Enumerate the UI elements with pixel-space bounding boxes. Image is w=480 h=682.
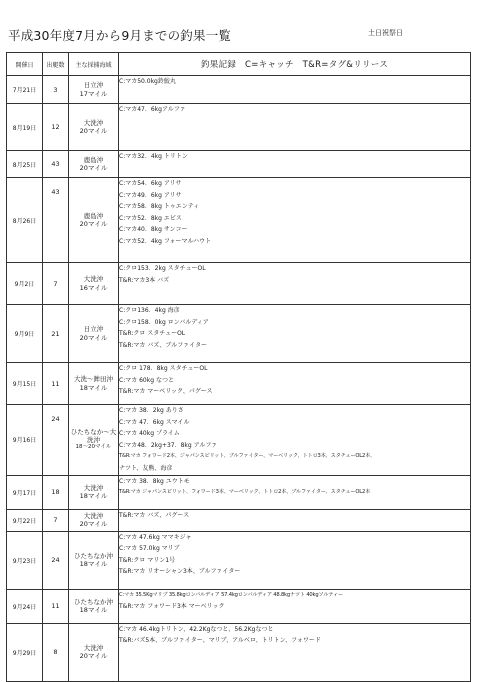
row-area-line: 18マイル: [79, 383, 108, 392]
catch-line: C:マカ 40kg プライム: [119, 430, 180, 438]
header-detail: 釣果記録 C=キャッチ T&R=タグ&リリース: [119, 53, 471, 76]
catch-line: C:マカ 47．6kg スマイル: [119, 418, 190, 426]
row-date: 9月22日: [7, 509, 43, 531]
row-catch-detail: [119, 104, 471, 151]
row-area-line: 16マイル: [79, 283, 108, 292]
table-row: [7, 151, 471, 178]
row-boat-count: 7: [43, 509, 69, 531]
header-date: 開催日: [7, 53, 43, 76]
row-area-line: 大洗沖: [83, 643, 104, 652]
row-boat-count: 43: [43, 151, 69, 178]
row-date: 9月24日: [7, 589, 43, 623]
row-area: [69, 531, 119, 589]
row-catch-detail: [119, 76, 471, 104]
row-area: [69, 305, 119, 363]
row-date: 9月16日: [7, 405, 43, 476]
row-date: 9月2日: [7, 263, 43, 305]
catch-line: C:マカ 38．2kg ありさ: [119, 407, 184, 414]
catch-line: C:マカ47．6kgアルファ: [119, 106, 186, 113]
catch-line: T&R:クロ スタチューOL: [119, 330, 186, 338]
row-date: 9月17日: [7, 475, 43, 509]
row-catch-detail: [119, 531, 471, 589]
table-header-row: [7, 53, 471, 76]
row-catch-detail: [119, 305, 471, 363]
row-area-line: 大洗沖: [83, 275, 104, 284]
row-area-line: 18マイル: [79, 560, 108, 569]
row-boat-count: 18: [43, 475, 69, 509]
catch-line: T&R:クロ マリン1号: [119, 556, 176, 564]
row-area: [69, 405, 119, 476]
table-row: [7, 589, 471, 623]
catch-line: C:マカ 46.4kgトリトン、42.2Kgなつと、56.2Kgなつと: [119, 625, 274, 633]
row-area-line: 20マイル: [79, 333, 108, 342]
row-area: [69, 363, 119, 405]
row-area: [69, 623, 119, 681]
row-area-line: 20マイル: [79, 220, 108, 228]
row-area-line: 20マイル: [79, 164, 108, 172]
row-area-line: 大洗沖: [83, 483, 104, 492]
row-area-line: 日立沖: [83, 81, 104, 90]
catch-line: T&R:バズ5本、ブルファイター、マリブ、アルベロ、トリトン、フォワード: [119, 637, 321, 645]
table-row: [7, 509, 471, 531]
row-area-line: 鹿島沖: [83, 155, 104, 164]
table-row: [7, 76, 471, 104]
row-boat-count: 7: [43, 263, 69, 305]
row-catch-detail: [119, 263, 471, 305]
catch-line: C:マカ 57.0kg マリブ: [119, 545, 180, 553]
row-date: 8月25日: [7, 151, 43, 178]
table-body: [7, 76, 471, 682]
row-catch-detail: [119, 405, 471, 476]
row-area: [69, 509, 119, 531]
row-catch-detail: [119, 589, 471, 623]
header-note: 土日祝祭日: [368, 29, 403, 37]
table-row: [7, 475, 471, 509]
catch-line: C:マカ40．8kg サンコー: [119, 226, 188, 234]
catch-line: T&R:マカ ジャパンスピリット、フォワード3本、マーベリック、トトロ2本、ブルファイター、スタチューOL2本: [119, 489, 371, 496]
catch-line: C:クロ153．2kg スタチューOL: [119, 265, 206, 272]
table-row: [7, 305, 471, 363]
page-title: 平成30年度7月から9月までの釣果一覧: [8, 28, 232, 43]
row-area-line: 20マイル: [79, 652, 108, 661]
row-area-line: 18マイル: [79, 492, 108, 501]
row-catch-detail: [119, 178, 471, 263]
catch-line: C:クロ136．4kg 海彦: [119, 307, 180, 314]
row-area-line: ひたちなか～大洗沖: [70, 428, 117, 445]
row-area-line: ひたちなか沖: [74, 551, 113, 560]
catch-line: C:マカ 38．8kg ユウトモ: [119, 477, 190, 485]
table-row: [7, 263, 471, 305]
table-row: [7, 405, 471, 476]
row-boat-count: 24: [43, 531, 69, 589]
row-date: 8月19日: [7, 104, 43, 151]
row-area-line: 大洗沖: [83, 118, 104, 127]
row-boat-count: 8: [43, 623, 69, 681]
row-area: [69, 151, 119, 178]
row-area: [69, 475, 119, 509]
catch-line: T&R:マカ マーベリック、パグース: [119, 388, 213, 396]
catch-line: C:マカ 35.5Kgマリブ 35.8kgロンバルディア 57.4kgロンバルディア 48.8kgナツト 40kgソルティー: [119, 591, 343, 598]
row-boat-count: 12: [43, 104, 69, 151]
row-catch-detail: [119, 623, 471, 681]
catch-line: T&R:マカ3本 バズ: [119, 276, 170, 284]
row-boat-count: 11: [43, 363, 69, 405]
row-boat-count: 3: [43, 76, 69, 104]
row-area-line: 18～20マイル: [75, 444, 112, 451]
row-boat-count: 21: [43, 305, 69, 363]
row-area-line: 20マイル: [79, 127, 108, 135]
catch-record-table: [6, 52, 471, 682]
row-boat-count: 11: [43, 589, 69, 623]
header-area: 主な採捕海域: [69, 53, 119, 76]
row-area-line: 18マイル: [79, 606, 108, 615]
row-date: 9月29日: [7, 623, 43, 681]
row-area: [69, 178, 119, 263]
table-row: [7, 623, 471, 681]
row-date: 9月9日: [7, 305, 43, 363]
row-date: 8月26日: [7, 178, 43, 263]
table-row: [7, 104, 471, 151]
table-row: [7, 178, 471, 263]
catch-line: C:マカ48．2kg+37．8kg アルファ: [119, 441, 218, 449]
catch-line: C:マカ50.0kg鈴鮫丸: [119, 78, 176, 85]
catch-line: ナツト、友熊、海彦: [119, 464, 173, 472]
row-catch-detail: [119, 363, 471, 405]
catch-line: C:マカ54．6kg アリサ: [119, 180, 182, 187]
catch-line: T&R:マカ リオーシャン3本、ブルファイター: [119, 568, 241, 576]
row-area: [69, 263, 119, 305]
catch-line: C:マカ52．4kg フォーマルハウト: [119, 237, 212, 245]
row-area: [69, 589, 119, 623]
row-catch-detail: [119, 475, 471, 509]
row-area: [69, 104, 119, 151]
catch-line: T&R:マカ バズ、パグース: [119, 511, 190, 519]
catch-line: T&R:マカ バズ、ブルファイター: [119, 341, 208, 349]
table-row: [7, 363, 471, 405]
header-boats: 出艇数: [43, 53, 69, 76]
catch-line: C:クロ 178．8kg スタチューOL: [119, 365, 208, 372]
table-row: [7, 531, 471, 589]
row-boat-count: 43: [43, 178, 69, 263]
catch-line: C:マカ52．8kg エビス: [119, 214, 182, 222]
catch-line: C:クロ158．0kg ロンバルディア: [119, 318, 209, 326]
row-area-line: 大洗沖: [83, 511, 104, 520]
catch-line: C:マカ49．6kg アリサ: [119, 191, 182, 199]
row-area-line: 日立沖: [83, 325, 104, 334]
row-area-line: 鹿島沖: [83, 211, 104, 220]
row-area-line: 大洗～鉾田沖: [74, 375, 113, 384]
catch-line: T&R:マカ フォワード3本 マーベリック: [119, 603, 225, 611]
catch-line: T&R:マカ フォワード2本、ジャパンスピリット、ブルファイター、マーベリック、トトロ3本、スタチューOL2本、: [119, 453, 376, 460]
catch-line: C:マカ 47.6kg ママキジャ: [119, 533, 192, 541]
catch-line: C:マカ32．4kg トリトン: [119, 153, 188, 160]
catch-line: C:マカ58．8kg トゥエンティ: [119, 203, 200, 211]
row-catch-detail: [119, 151, 471, 178]
row-date: 7月21日: [7, 76, 43, 104]
row-date: 9月23日: [7, 531, 43, 589]
catch-line: C:マカ 60kg なつと: [119, 376, 174, 384]
row-area: [69, 76, 119, 104]
row-boat-count: 24: [43, 405, 69, 476]
row-area-line: 17マイル: [79, 89, 108, 98]
row-area-line: 20マイル: [79, 520, 108, 529]
row-catch-detail: [119, 509, 471, 531]
row-area-line: ひたちなか沖: [74, 597, 113, 606]
row-date: 9月15日: [7, 363, 43, 405]
